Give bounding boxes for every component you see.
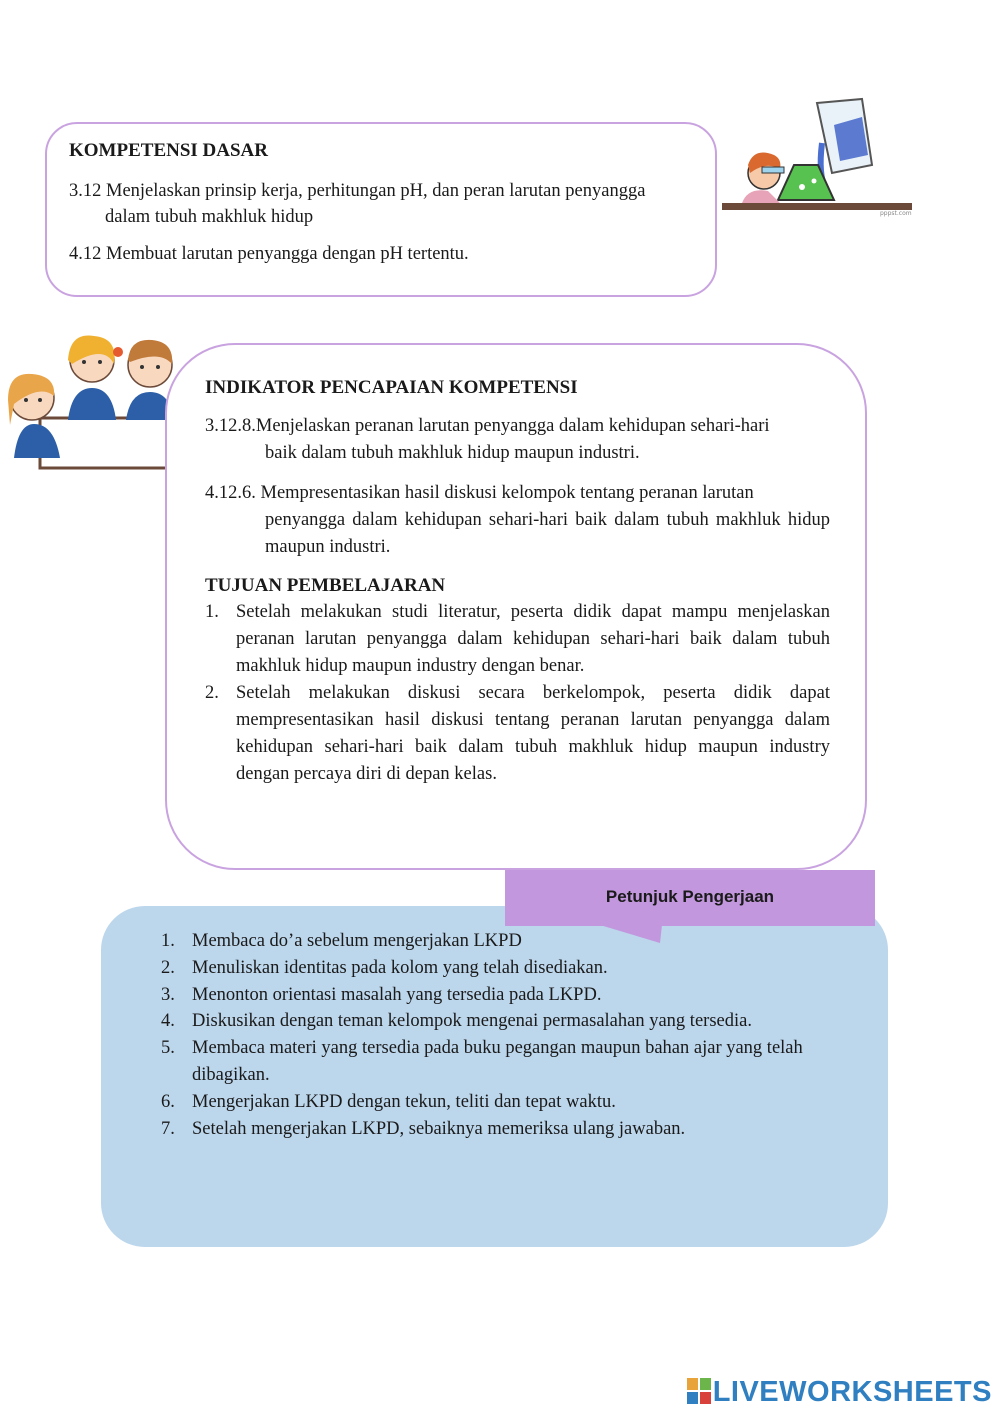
svg-text:pppst.com: pppst.com [880, 210, 912, 217]
kompetensi-dasar-box [45, 122, 717, 297]
list-item [161, 1035, 861, 1089]
indikator-item [205, 480, 830, 561]
list-item-number: 1. [205, 602, 219, 622]
kompetensi-item-number: 3.12 [69, 181, 102, 201]
list-item-text: Menuliskan identitas pada kolom yang telah disediakan. [192, 957, 608, 978]
kompetensi-dasar-title: KOMPETENSI DASAR [69, 140, 268, 161]
kompetensi-item [69, 241, 469, 267]
petunjuk-box [101, 906, 888, 1247]
list-item [205, 680, 830, 788]
list-item [161, 1008, 861, 1035]
kompetensi-item-number: 4.12 [69, 244, 102, 264]
list-item [161, 1116, 861, 1143]
indikator-tujuan-box [165, 343, 867, 870]
list-item-text: Setelah mengerjakan LKPD, sebaiknya memeriksa ulang jawaban. [192, 1118, 686, 1139]
list-item-text: Membaca do’a sebelum mengerjakan LKPD [192, 931, 522, 951]
list-item [161, 928, 861, 955]
list-item-number: 4. [161, 1011, 175, 1032]
kompetensi-item [69, 178, 709, 230]
indikator-item [205, 413, 830, 467]
list-item-number: 5. [161, 1038, 175, 1059]
list-item [161, 982, 861, 1009]
list-item-number: 6. [161, 1091, 175, 1112]
indikator-title: INDIKATOR PENCAPAIAN KOMPETENSI [205, 377, 578, 398]
indikator-item-text: 4.12.6. Mempresentasikan hasil diskusi kelompok tentang peranan larutan [205, 483, 754, 503]
list-item-text: Setelah melakukan diskusi secara berkelompok, peserta didik dapat mempresentasikan hasil diskusi tentang peranan larutan penyangga dalam kehidupan sehari-hari baik dalam tubuh makhluk hidup maupun industry dengan percaya diri di depan kelas. [236, 683, 830, 784]
list-item-text: Membaca materi yang tersedia pada buku pegangan maupun bahan ajar yang telah dibagikan. [192, 1038, 803, 1085]
list-item-text: Mengerjakan LKPD dengan tekun, teliti dan tepat waktu. [192, 1091, 616, 1112]
petunjuk-list [161, 928, 861, 1142]
logo-badge-icon [687, 1378, 711, 1404]
indikator-item-continuation: baik dalam tubuh makhluk hidup maupun industri. [265, 443, 640, 463]
list-item-text: Setelah melakukan studi literatur, peserta didik dapat mampu menjelaskan peranan larutan penyangga dalam kehidupan sehari-hari baik dalam tubuh makhluk hidup maupun industry dengan benar. [236, 602, 830, 676]
list-item-number: 1. [161, 931, 175, 951]
tujuan-list [205, 599, 830, 788]
scientist-beaker-illustration [722, 95, 914, 220]
list-item-number: 3. [161, 984, 175, 1005]
indikator-item-text: 3.12.8.Menjelaskan peranan larutan penyangga dalam kehidupan sehari-hari [205, 416, 770, 436]
list-item-number: 2. [205, 683, 219, 703]
list-item [205, 599, 830, 680]
list-item-text: Diskusikan dengan teman kelompok mengenai permasalahan yang tersedia. [192, 1011, 752, 1032]
list-item-number: 7. [161, 1118, 175, 1139]
list-item-number: 2. [161, 957, 175, 978]
list-item-text: Menonton orientasi masalah yang tersedia pada LKPD. [192, 984, 602, 1005]
petunjuk-title: Petunjuk Pengerjaan [605, 887, 775, 906]
liveworksheets-logo [687, 1376, 992, 1409]
tujuan-title: TUJUAN PEMBELAJARAN [205, 575, 446, 596]
indikator-item-continuation: penyangga dalam kehidupan sehari-hari baik dalam tubuh makhluk hidup maupun industri. [265, 510, 830, 557]
kompetensi-item-text: Menjelaskan prinsip kerja, perhitungan pH, dan peran larutan penyangga [106, 181, 646, 201]
petunjuk-banner [505, 870, 875, 926]
list-item [161, 955, 861, 982]
list-item [161, 1089, 861, 1116]
speech-tail-icon [600, 925, 664, 945]
kompetensi-item-continuation: dalam tubuh makhluk hidup [105, 207, 314, 227]
kompetensi-item-text: Membuat larutan penyangga dengan pH tertentu. [106, 244, 469, 264]
logo-text: LIVEWORKSHEETS [712, 1376, 992, 1408]
